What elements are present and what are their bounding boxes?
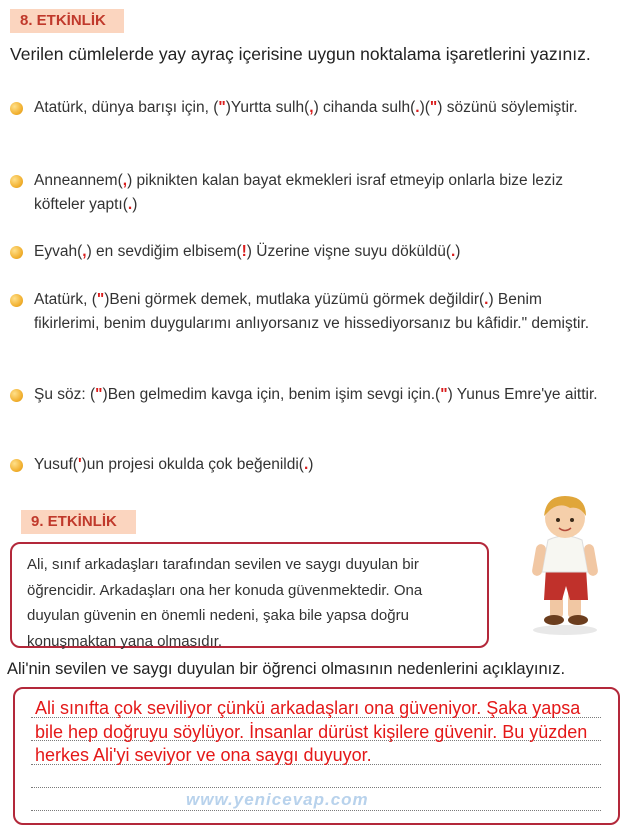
section-9-banner: 9. ETKİNLİK bbox=[21, 510, 136, 534]
text-segment: )un projesi okulda çok beğenildi( bbox=[81, 456, 304, 473]
punctuation-mark: . bbox=[415, 99, 420, 116]
text-segment: ) Yunus Emre'ye aittir. bbox=[447, 386, 598, 403]
answer-line bbox=[31, 810, 601, 811]
text-segment: ) Benim fikirlerimi, benim duygularımı anlıyorsanız ve hissediyorsanız bu kâfidir." demiştir. bbox=[34, 291, 590, 332]
bullet-icon bbox=[10, 175, 23, 188]
exercise-item-5 bbox=[10, 383, 610, 407]
text-segment: Atatürk, dünya barışı için, ( bbox=[34, 99, 219, 116]
bullet-icon bbox=[10, 246, 23, 259]
text-segment: Yusuf( bbox=[34, 456, 78, 473]
bullet-icon bbox=[10, 294, 23, 307]
text-segment: ) bbox=[132, 196, 138, 213]
answer-line bbox=[31, 787, 601, 788]
exercise-text bbox=[34, 288, 610, 336]
punctuation-mark: " bbox=[96, 291, 105, 308]
text-segment: ) sözünü söylemiştir. bbox=[437, 99, 578, 116]
exercise-item-1 bbox=[10, 96, 610, 120]
section-8-instruction: Verilen cümlelerde yay ayraç içerisine uygun noktalama işaretlerini yazınız. bbox=[10, 44, 591, 64]
punctuation-mark: " bbox=[440, 386, 448, 403]
text-segment: )Yurtta sulh( bbox=[225, 99, 310, 116]
text-segment: ) piknikten kalan bayat ekmekleri israf etmeyip onlarla bize leziz köfteler yaptı( bbox=[34, 172, 563, 213]
punctuation-mark: , bbox=[82, 243, 87, 260]
exercise-item-6 bbox=[10, 453, 610, 477]
exercise-text bbox=[34, 453, 610, 477]
punctuation-mark: " bbox=[429, 99, 438, 116]
exercise-text bbox=[34, 96, 610, 120]
punctuation-mark: . bbox=[303, 456, 309, 473]
story-box bbox=[10, 542, 489, 648]
watermark: www.yenicevap.com bbox=[186, 790, 369, 809]
bullet-icon bbox=[10, 389, 23, 402]
exercise-text bbox=[34, 240, 610, 264]
text-segment: ) cihanda sulh( bbox=[313, 99, 416, 116]
punctuation-mark: , bbox=[309, 99, 314, 116]
punctuation-mark: " bbox=[95, 386, 103, 403]
text-segment: Atatürk, ( bbox=[34, 291, 97, 308]
text-segment: )Ben gelmedim kavga için, benim işim sevgi için.( bbox=[102, 386, 441, 403]
exercise-item-2 bbox=[10, 169, 610, 217]
boy-illustration bbox=[510, 490, 620, 640]
text-segment: ) bbox=[308, 456, 314, 473]
punctuation-mark: ! bbox=[241, 243, 247, 260]
text-segment: Anneannem( bbox=[34, 172, 123, 189]
handwritten-answer: Ali sınıfta çok seviliyor çünkü arkadaşları ona güveniyor. Şaka yapsa bile hep doğruyu söylüyor. İnsanlar dürüst kişilere güvenir. Bu yüzden herkes Ali'yi seviyor ve ona saygı duyuyor. bbox=[35, 698, 588, 765]
text-segment: )( bbox=[419, 99, 430, 116]
text-segment: )Beni görmek demek, mutlaka yüzümü görmek değildir( bbox=[104, 291, 485, 308]
text-segment: ) Üzerine vişne suyu döküldü( bbox=[246, 243, 451, 260]
text-segment: ) en sevdiğim elbisem( bbox=[86, 243, 242, 260]
punctuation-mark: . bbox=[484, 291, 489, 308]
bullet-icon bbox=[10, 459, 23, 472]
punctuation-mark: " bbox=[218, 99, 226, 116]
exercise-text bbox=[34, 383, 610, 407]
punctuation-mark: . bbox=[127, 196, 133, 213]
punctuation-mark: ' bbox=[77, 456, 82, 473]
exercise-text bbox=[34, 169, 610, 217]
punctuation-mark: , bbox=[122, 172, 128, 189]
text-segment: ) bbox=[455, 243, 461, 260]
exercise-item-3 bbox=[10, 240, 610, 264]
exercise-item-4 bbox=[10, 288, 610, 336]
text-segment: Şu söz: ( bbox=[34, 386, 96, 403]
story-text: Ali, sınıf arkadaşları tarafından sevilen ve saygı duyulan bir öğrencidir. Arkadaşları ona her konuda güvenmektedir. Ona duyulan güvenin en önemli nedeni, şaka bile yapsa doğru konuşmaktan yana olmasıdır. bbox=[27, 556, 423, 650]
text-segment: Eyvah( bbox=[34, 243, 83, 260]
bullet-icon bbox=[10, 102, 23, 115]
punctuation-mark: . bbox=[450, 243, 456, 260]
question-text: Ali'nin sevilen ve saygı duyulan bir öğrenci olmasının nedenlerini açıklayınız. bbox=[7, 660, 566, 678]
section-8-banner: 8. ETKİNLİK bbox=[10, 9, 124, 33]
